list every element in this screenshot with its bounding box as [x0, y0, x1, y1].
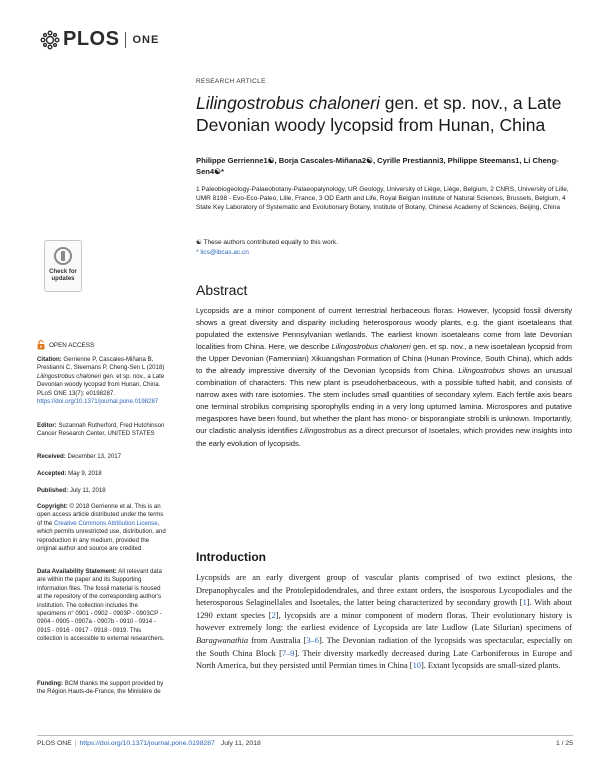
badge-label: Check for updates [49, 269, 77, 282]
editor-label: Editor: [37, 422, 57, 429]
published-label: Published: [37, 487, 69, 494]
copyright-label: Copyright: [37, 503, 68, 510]
journal-logo[interactable] [40, 28, 159, 51]
reference-link[interactable]: 7–9 [281, 648, 295, 658]
citation-label: Citation: [37, 356, 62, 363]
author-list: Philippe Gerrienne1☯, Borja Cascales-Miñana2☯, Cyrille Prestianni3, Philippe Steemans1, Li Cheng-Sen4☯* [196, 156, 559, 176]
accepted-label: Accepted: [37, 470, 67, 477]
citation-doi-link[interactable]: https://doi.org/10.1371/journal.pone.0198287 [37, 398, 159, 406]
received-date: December 13, 2017 [65, 453, 122, 460]
title-rest: gen. et sp. nov., a Late Devonian woody lycopsid from Hunan, China [196, 93, 562, 135]
footer-date: July 11, 2018 [220, 740, 261, 747]
abstract-text: as a direct precursor of Isoetales, which provides new insights into the early evolution of lycopsids. [196, 426, 573, 448]
open-access-label [37, 340, 94, 350]
introduction-heading: Introduction [196, 550, 266, 564]
sidebar-data-availability [37, 568, 167, 644]
abstract-heading: Abstract [196, 282, 248, 298]
sidebar-citation [37, 356, 167, 406]
logo-text: PLOS [63, 28, 120, 50]
abstract-genus: Lilingostrobus [299, 426, 347, 436]
reference-link[interactable]: 2 [271, 610, 276, 620]
intro-text: ]. Their diversity markedly decreased during Late Carboniferous in Europe and North America, but they persisted until Permian times in China [ [196, 648, 572, 671]
citation-species: Lilingostrobus chaloneri [37, 372, 102, 380]
reference-link[interactable]: 1 [522, 598, 527, 608]
license-link[interactable]: Creative Commons Attribution License [53, 519, 158, 527]
footer-separator: | [74, 740, 77, 747]
introduction-body [196, 572, 572, 673]
corresponding-email[interactable]: * lics@ibcas.ac.cn [196, 249, 249, 256]
abstract-genus: Lilingostrobus [458, 366, 505, 376]
plos-logo-icon [40, 30, 60, 50]
sidebar-editor [37, 422, 167, 439]
editor-text: Suzannah Rutherford, Fred Hutchinson Cancer Research Center, UNITED STATES [37, 422, 165, 438]
abstract-text: Lycopsids are a minor component of current terrestrial herbaceous floras. However, lycopsid fossil diversity shows a great diversity and disparity including heterosporous woody plants, e.g. the giant isoetaleans that populated the extensive Pennsylvanian wetlands. The earliest known isoetaleans come from late Devonian localities from China. Here, we describe [196, 306, 572, 352]
abstract-species: Lilingostrobus chaloneri [331, 342, 411, 352]
intro-text: ]. The Devonian radiation of the lycopsids was spectacular, especially on the South China Block [ [196, 635, 573, 658]
open-access-text: OPEN ACCESS [49, 341, 95, 349]
sidebar-received [37, 453, 167, 461]
published-date: July 11, 2018 [68, 487, 106, 494]
funding-text: BCM thanks the support provided by the Région Hauts-de-France, the Ministère de [37, 680, 164, 696]
footer-journal: PLOS ONE [37, 740, 72, 747]
intro-text: ], lycopsids are a minor component of modern floras. Their evolutionary history is however extremely long: the earliest evidence of Lycopsida are late Ludlow (Late Silurian) specimens of [196, 610, 573, 633]
intro-text: Lycopsids are an early divergent group of vascular plants comprised of two extinct plesions, the Drepanophycales and the Protolepidodendrales, and three extant orders, the isosporous Lycopodiales and the heterosporous Selaginellales and Isoetales, the latter being characterized by secondary growth [ [196, 573, 572, 608]
sidebar-funding [37, 680, 167, 697]
intro-text: ]. With about 1290 extant species [ [196, 598, 573, 620]
footer-divider [37, 735, 573, 736]
received-label: Received: [37, 453, 66, 460]
abstract-text: gen. et sp. nov., a new isoetalean lycopsid from the Upper Devonian (Famennian) Xikuangshan Formation of China (Hunan Province, South China), which adds to the already impressive diversity of the Devonian lycopsids from China. [196, 342, 573, 376]
open-lock-icon [37, 340, 45, 350]
citation-text: Gerrienne P, Cascales-Miñana B, Prestianni C, Steemans P, Cheng-Sen L (2018) [37, 356, 165, 372]
update-bookmark-icon [61, 251, 65, 261]
logo-suffix: ONE [132, 33, 160, 46]
data-availability-label: Data Availability Statement: [37, 568, 117, 575]
sidebar-copyright [37, 503, 167, 553]
sidebar-published [37, 487, 167, 495]
funding-label: Funding: [37, 680, 64, 687]
abstract-body [196, 305, 572, 450]
page-footer [37, 740, 261, 747]
logo-separator [125, 32, 126, 48]
abstract-text: shows an unusual combination of characters. This new plant is pseudoherbaceous, with a possible tufted habit, and consists of narrow axes with rare isotomies. The stem includes small quantities of secondary xylem. Each fertile axis bears one terminal strobilus comprising sporophylls ending in a very long upturned lamina. Microspores and putative megaspores have been found, but whether the plant has mono- or bisporangiate strobili is unknown. Importantly, our cladistic analysis identifies [196, 366, 572, 436]
copyright-text-2: , which permits unrestricted use, distribution, and reproduction in any medium, provided the original author and source are credited. [37, 519, 166, 553]
citation-text-2: gen. et sp. nov., a Late Devonian woody lycopsid from Hunan, China. PLoS ONE 13(7): e0198287. [37, 372, 165, 397]
intro-text: ]. Extant lycopsids are small-sized plants. [420, 661, 561, 671]
article-title [196, 92, 576, 136]
intro-genus: Baragwanathia [196, 635, 249, 645]
reference-link[interactable]: 3–6 [306, 635, 319, 645]
reference-link[interactable]: 10 [412, 661, 421, 671]
copyright-text: © 2018 Gerrienne et al. This is an open access article distributed under the terms of the [37, 503, 164, 527]
data-availability-text: All relevant data are within the paper and its Supporting Information files. The fossil material is housed at the repository of the corresponding author's institution. The collection includes the specimens n° 0901 - 0902 - 0903P - 0903CP - 0904 - 0905 - 0907a - 0907b - 0910 - 0914 - 0915 - 0916 - 0917 - 0918 - 0919. This collection is accessible to external researchers. [37, 568, 165, 643]
title-species: Lilingostrobus chaloneri [196, 93, 380, 113]
sidebar-accepted [37, 470, 167, 478]
affiliations: 1 Paleobiogeology-Palaeobotany-Palaeopalynology, UR Geology, University of Liège, Liège, Belgium, 2 CNRS, University of Lille, UMR 8198 - Evo-Eco-Paleo, Lille, France, 3 OD Earth and Life, Royal Belgian Institute of Natural Sciences, Brussels, Belgium, 4 State Key Laboratory of Systematic and Evolutionary Botany, Institute of Botany, Chinese Academy of Sciences, Beijing, China [196, 186, 569, 212]
intro-text: from Australia [ [248, 635, 307, 645]
equal-contribution-note: ☯ These authors contributed equally to this work. [196, 239, 338, 246]
article-type: RESEARCH ARTICLE [196, 78, 266, 85]
check-for-updates-badge[interactable] [44, 240, 82, 292]
accepted-date: May 9, 2018 [66, 470, 102, 477]
page-number: 1 / 25 [555, 740, 573, 747]
footer-doi-link[interactable]: https://doi.org/10.1371/journal.pone.0198287 [79, 740, 215, 747]
